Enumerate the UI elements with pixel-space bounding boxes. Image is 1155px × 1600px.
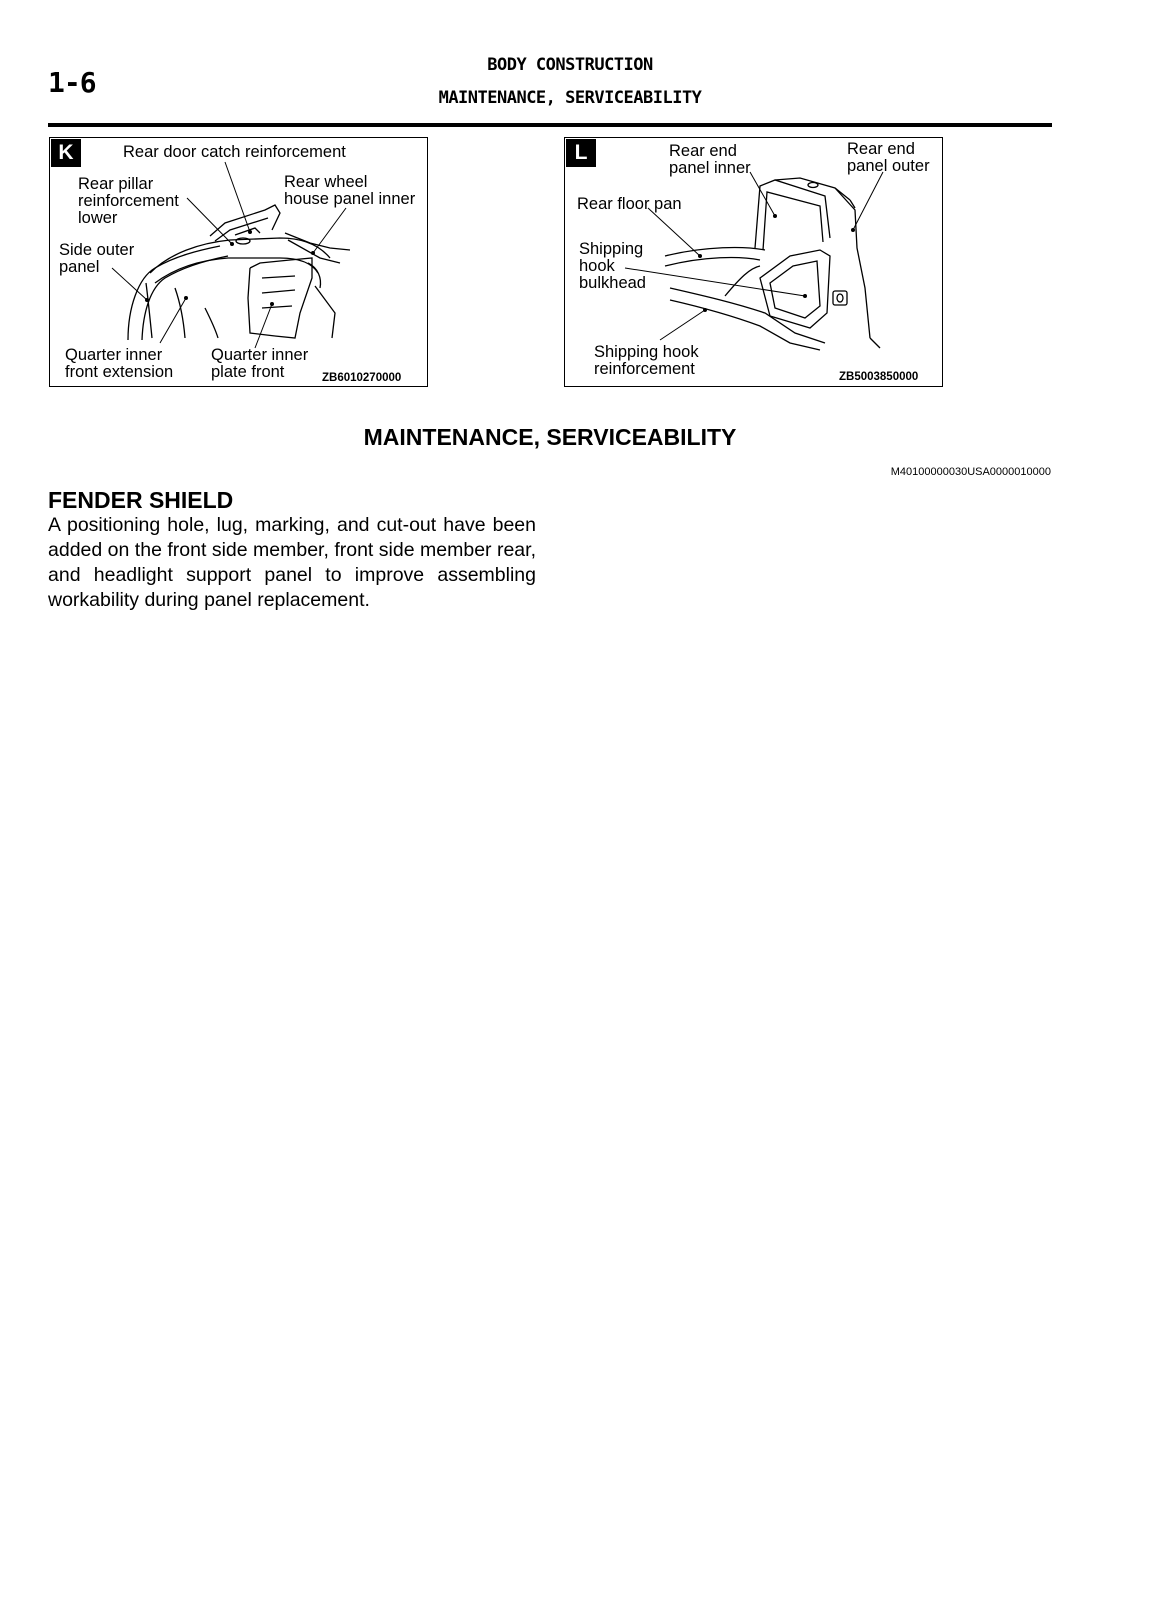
figure-l bbox=[564, 137, 943, 387]
header-rule bbox=[48, 123, 1052, 127]
document-code: M40100000030USA0000010000 bbox=[890, 466, 1051, 478]
figure-k bbox=[49, 137, 428, 387]
body-paragraph: A positioning hole, lug, marking, and cut-out have been added on the front side member, front side member rear, and headlight support panel to improve assembling workability during panel replacement. bbox=[48, 514, 536, 611]
label-rear-end-panel-outer: Rear end panel outer bbox=[847, 140, 930, 175]
label-rear-door-catch-reinforcement: Rear door catch reinforcement bbox=[123, 143, 346, 161]
chapter-title: BODY CONSTRUCTION bbox=[487, 55, 653, 75]
label-shipping-hook-bulkhead: Shipping hook bulkhead bbox=[579, 240, 646, 292]
figure-l-letter: L bbox=[566, 139, 596, 167]
section-header-title: MAINTENANCE, SERVICEABILITY bbox=[438, 88, 702, 108]
figure-l-code: ZB5003850000 bbox=[839, 371, 919, 383]
label-rear-floor-pan: Rear floor pan bbox=[577, 195, 682, 213]
label-quarter-inner-front-extension: Quarter inner front extension bbox=[65, 346, 174, 381]
label-quarter-inner-plate-front: Quarter inner plate front bbox=[211, 346, 309, 381]
page-number: 1-6 bbox=[48, 66, 96, 99]
label-rear-wheel-house-panel-inner: Rear wheel house panel inner bbox=[284, 173, 416, 208]
label-shipping-hook-reinforcement: Shipping hook reinforcement bbox=[594, 343, 699, 378]
subheading-fender-shield: FENDER SHIELD bbox=[48, 487, 234, 513]
figure-k-code: ZB6010270000 bbox=[322, 372, 402, 384]
figure-k-letter: K bbox=[51, 139, 81, 167]
section-title: MAINTENANCE, SERVICEABILITY bbox=[363, 424, 737, 450]
label-rear-end-panel-inner: Rear end panel inner bbox=[669, 142, 751, 177]
label-rear-pillar-reinforcement-lower: Rear pillar reinforcement lower bbox=[78, 175, 179, 227]
label-side-outer-panel: Side outer panel bbox=[59, 241, 135, 276]
